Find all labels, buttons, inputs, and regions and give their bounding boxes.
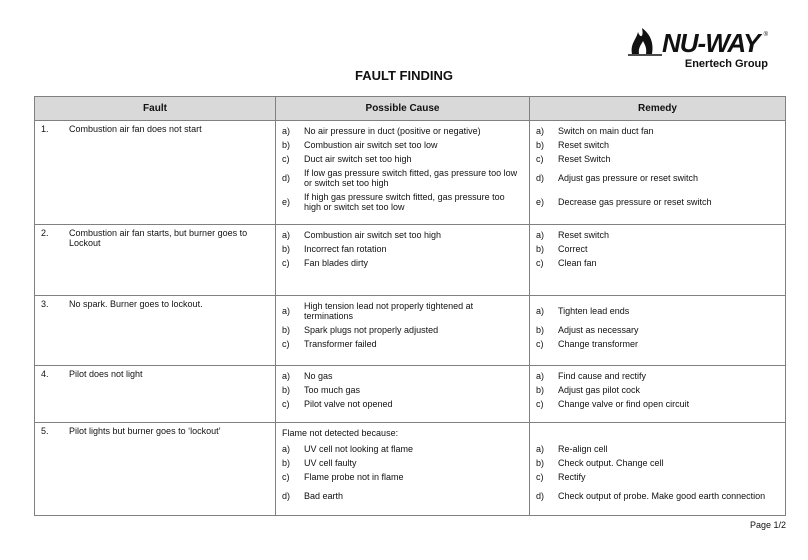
remedy-letter: d) — [536, 173, 545, 183]
remedy-item — [536, 484, 779, 508]
remedy-letter: c) — [536, 258, 544, 268]
remedy-cell — [530, 296, 786, 366]
fault-text: No spark. Burner goes to lockout. — [69, 299, 203, 309]
remedy-letter: b) — [536, 385, 545, 395]
cause-text: Transformer failed — [304, 339, 377, 349]
fault — [41, 426, 269, 436]
page-title: FAULT FINDING — [355, 68, 453, 83]
remedy-text: Rectify — [558, 472, 586, 482]
table-row — [35, 296, 786, 366]
remedy-letter: d) — [536, 491, 545, 501]
fault-cell — [35, 121, 276, 225]
cause-cell — [276, 366, 530, 423]
header-fault: Fault — [35, 97, 276, 121]
remedy-text: Tighten lead ends — [558, 306, 630, 316]
cause-cell — [276, 423, 530, 516]
remedy-item — [536, 470, 779, 484]
remedy-item — [536, 166, 779, 190]
cause-text: Combustion air switch set too high — [304, 230, 442, 240]
table-row — [35, 366, 786, 423]
remedy-text: Adjust gas pilot cock — [558, 385, 641, 395]
fault — [41, 124, 269, 134]
cause-letter: b) — [282, 385, 291, 395]
cause-item — [282, 383, 523, 397]
remedy-text: Re-align cell — [558, 444, 608, 454]
fault-text: Pilot does not light — [69, 369, 143, 379]
remedy-item — [536, 397, 779, 411]
remedy-item — [536, 242, 779, 256]
cause-letter: a) — [282, 126, 291, 136]
remedy-letter: a) — [536, 444, 545, 454]
fault-number: 1. — [41, 124, 49, 134]
cause-text: UV cell not looking at flame — [304, 444, 414, 454]
remedy-cell — [530, 225, 786, 296]
cause-letter: c) — [282, 399, 290, 409]
remedy-text: Change valve or find open circuit — [558, 399, 690, 409]
remedy-letter: a) — [536, 230, 545, 240]
cause-text: UV cell faulty — [304, 458, 357, 468]
cause-text: Duct air switch set too high — [304, 154, 412, 164]
remedy-text: Reset switch — [558, 140, 610, 150]
cause-text: Incorrect fan rotation — [304, 244, 387, 254]
remedy-letter: c) — [536, 339, 544, 349]
fault-cell — [35, 366, 276, 423]
cause-letter: b) — [282, 458, 291, 468]
fault-text: Combustion air fan does not start — [69, 124, 202, 134]
remedy-letter: e) — [536, 197, 545, 207]
remedy-item — [536, 256, 779, 270]
cause-text: Pilot valve not opened — [304, 399, 393, 409]
fault-number: 3. — [41, 299, 49, 309]
cause-intro: Flame not detected because: — [282, 428, 399, 438]
cause-item — [282, 190, 523, 214]
fault — [41, 228, 269, 248]
cause-item — [282, 397, 523, 411]
fault-cell — [35, 423, 276, 516]
header-possible-cause: Possible Cause — [276, 97, 530, 121]
cause-item — [282, 369, 523, 383]
cause-text: Bad earth — [304, 491, 344, 501]
cause-item — [282, 124, 523, 138]
remedy-text: Switch on main duct fan — [558, 126, 654, 136]
remedy-item — [536, 456, 779, 470]
cause-cell — [276, 225, 530, 296]
remedy-letter: c) — [536, 154, 544, 164]
remedy-item — [536, 337, 779, 351]
remedy-cell — [530, 423, 786, 516]
remedy-text: Reset Switch — [558, 154, 611, 164]
remedy-letter: c) — [536, 399, 544, 409]
remedy-letter: b) — [536, 140, 545, 150]
cause-text: Combustion air switch set too low — [304, 140, 438, 150]
remedy-letter: a) — [536, 126, 545, 136]
fault — [41, 369, 269, 379]
cause-letter: c) — [282, 258, 290, 268]
cause-letter: a) — [282, 371, 291, 381]
cause-text: If low gas pressure switch fitted, gas pressure too low or switch set too high — [304, 168, 518, 188]
cause-text: Too much gas — [304, 385, 361, 395]
cause-item — [282, 152, 523, 166]
cause-letter: d) — [282, 173, 291, 183]
remedy-item — [536, 190, 779, 214]
remedy-item — [536, 124, 779, 138]
cause-text: High tension lead not properly tightened at terminations — [304, 301, 474, 321]
cause-item — [282, 299, 523, 323]
remedy-cell — [530, 366, 786, 423]
remedy-letter: a) — [536, 306, 545, 316]
remedy-text: Decrease gas pressure or reset switch — [558, 197, 712, 207]
remedy-text: Reset switch — [558, 230, 610, 240]
remedy-cell — [530, 121, 786, 225]
cause-text: No air pressure in duct (positive or negative) — [304, 126, 481, 136]
remedy-text: Find cause and rectify — [558, 371, 647, 381]
cause-letter: b) — [282, 140, 291, 150]
cause-text: Spark plugs not properly adjusted — [304, 325, 439, 335]
cause-letter: d) — [282, 491, 291, 501]
cause-text: If high gas pressure switch fitted, gas pressure too high or switch set too low — [304, 192, 505, 212]
cause-item — [282, 337, 523, 351]
cause-letter: a) — [282, 306, 291, 316]
cause-item — [282, 166, 523, 190]
page-number: Page 1/2 — [749, 520, 786, 530]
cause-letter: b) — [282, 244, 291, 254]
remedy-item — [536, 228, 779, 242]
remedy-text: Correct — [558, 244, 588, 254]
remedy-item — [536, 369, 779, 383]
table-row — [35, 225, 786, 296]
brand-name: NU-WAY — [662, 28, 760, 58]
cause-cell — [276, 121, 530, 225]
cause-text: No gas — [304, 371, 333, 381]
fault-cell — [35, 296, 276, 366]
cause-cell — [276, 296, 530, 366]
cause-item — [282, 442, 523, 456]
cause-item — [282, 228, 523, 242]
cause-letter: c) — [282, 339, 290, 349]
cause-letter: c) — [282, 472, 290, 482]
cause-item — [282, 242, 523, 256]
flame-icon — [628, 24, 662, 56]
remedy-text: Adjust as necessary — [558, 325, 639, 335]
remedy-text: Clean fan — [558, 258, 597, 268]
fault-cell — [35, 225, 276, 296]
fault-number: 5. — [41, 426, 49, 436]
cause-letter: c) — [282, 154, 290, 164]
remedy-text: Adjust gas pressure or reset switch — [558, 173, 699, 183]
remedy-item — [536, 323, 779, 337]
remedy-letter: b) — [536, 325, 545, 335]
cause-letter: e) — [282, 197, 291, 207]
fault — [41, 299, 269, 309]
fault-text: Pilot lights but burner goes to ‘lockout’ — [69, 426, 221, 436]
brand-group: Enertech Group — [684, 58, 768, 70]
remedy-letter: b) — [536, 458, 545, 468]
table-row — [35, 121, 786, 225]
cause-letter: a) — [282, 230, 291, 240]
remedy-letter: b) — [536, 244, 545, 254]
remedy-item — [536, 442, 779, 456]
cause-item — [282, 456, 523, 470]
remedy-text: Check output. Change cell — [558, 458, 664, 468]
table-header-row — [35, 97, 786, 121]
cause-item — [282, 484, 523, 508]
cause-text: Flame probe not in flame — [304, 472, 404, 482]
cause-item — [282, 470, 523, 484]
fault-table — [34, 96, 786, 516]
remedy-item — [536, 299, 779, 323]
remedy-text: Change transformer — [558, 339, 639, 349]
remedy-letter: a) — [536, 371, 545, 381]
cause-letter: a) — [282, 444, 291, 454]
remedy-item — [536, 383, 779, 397]
remedy-item — [536, 152, 779, 166]
nu-way-logo — [628, 24, 768, 74]
cause-letter: b) — [282, 325, 291, 335]
remedy-text: Check output of probe. Make good earth connection — [558, 491, 766, 501]
registered-mark: ® — [763, 32, 768, 38]
fault-number: 4. — [41, 369, 49, 379]
cause-item — [282, 256, 523, 270]
cause-item — [282, 323, 523, 337]
header-remedy: Remedy — [530, 97, 786, 121]
fault-number: 2. — [41, 228, 49, 238]
cause-item — [282, 138, 523, 152]
remedy-letter: c) — [536, 472, 544, 482]
table-row — [35, 423, 786, 516]
remedy-item — [536, 138, 779, 152]
fault-text: Combustion air fan starts, but burner goes to Lockout — [69, 228, 248, 248]
cause-text: Fan blades dirty — [304, 258, 369, 268]
